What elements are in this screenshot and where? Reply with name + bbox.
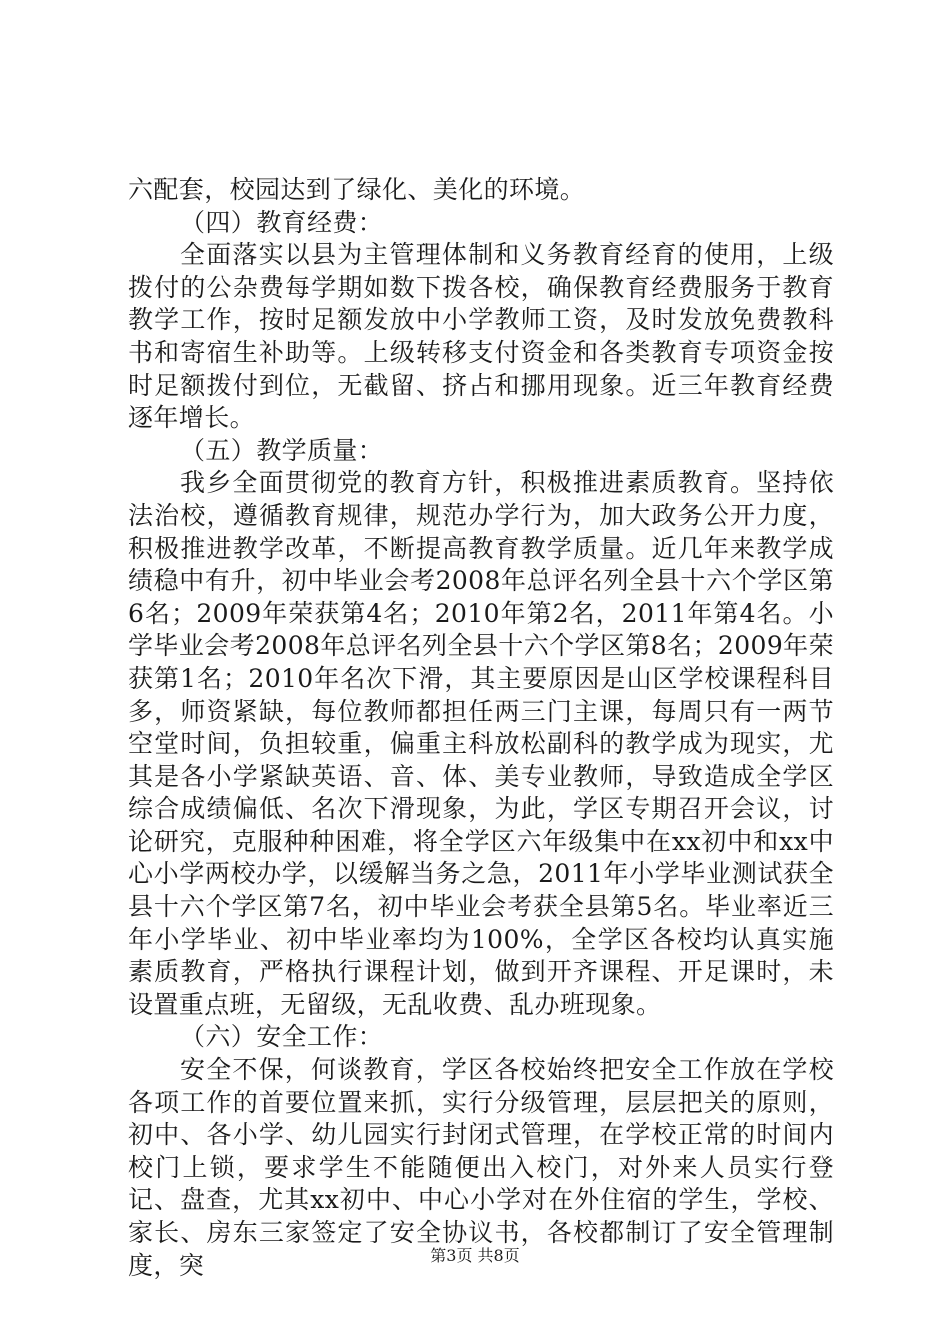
- section-heading-teaching-quality: （五）教学质量：: [180, 435, 384, 465]
- page-number-indicator: 第3页 共8页: [430, 1246, 520, 1265]
- paragraph-continuation: 六配套，校园达到了绿化、美化的环境。: [128, 175, 586, 204]
- document-body: [128, 174, 834, 1282]
- paragraph-education-funding: 全面落实以县为主管理体制和义务教育经育的使用，上级拨付的公杂费每学期如数下拨各校，确保教育经费服务于教育教学工作，按时足额发放中小学教师工资，及时发放免费教科书和寄宿生补助等。上级转移支付资金和各类教育专项资金按时足额拨付到位，无截留、挤占和挪用现象。近三年教育经费逐年增长。: [128, 240, 834, 433]
- paragraph-teaching-quality: 我乡全面贯彻党的教育方针，积极推进素质教育。坚持依法治校，遵循教育规律，规范办学行为，加大政务公开力度，积极推进教学改革，不断提高教育教学质量。近几年来教学成绩稳中有升，初中毕业会考2008年总评名列全县十六个学区第6名；2009年荣获第4名；2010年第2名，2011年第4名。小学毕业会考2008年总评名列全县十六个学区第8名；2009年荣获第1名；2010年名次下滑，其主要原因是山区学校课程科目多，师资紧缺，每位教师都担任两三门主课，每周只有一两节空堂时间，负担较重，偏重主科放松副科的教学成为现实，尤其是各小学紧缺英语、音、体、美专业教师，导致造成全学区综合成绩偏低、名次下滑现象，为此，学区专期召开会议，讨论研究，克服种种困难，将全学区六年级集中在xx初中和xx中心小学两校办学，以缓解当务之急，2011年小学毕业测试获全县十六个学区第7名，初中毕业会考获全县第5名。毕业率近三年小学毕业、初中毕业率均为100%，全学区各校均认真实施素质教育，严格执行课程计划，做到开齐课程、开足课时，未设置重点班，无留级，无乱收费、乱办班现象。: [128, 468, 834, 1019]
- page-footer: [0, 1246, 950, 1266]
- paragraph-safety-work: 安全不保，何谈教育，学区各校始终把安全工作放在学校各项工作的首要位置来抓，实行分级管理，层层把关的原则，初中、各小学、幼儿园实行封闭式管理，在学校正常的时间内校门上锁，要求学生不能随便出入校门，对外来人员实行登记、盘查，尤其xx初中、中心小学对在外住宿的学生，学校、家长、房东三家签定了安全协议书，各校都制订了安全管理制度，突: [128, 1055, 834, 1280]
- section-heading-safety-work: （六）安全工作：: [180, 1022, 384, 1052]
- section-heading-education-funding: （四）教育经费：: [180, 207, 384, 237]
